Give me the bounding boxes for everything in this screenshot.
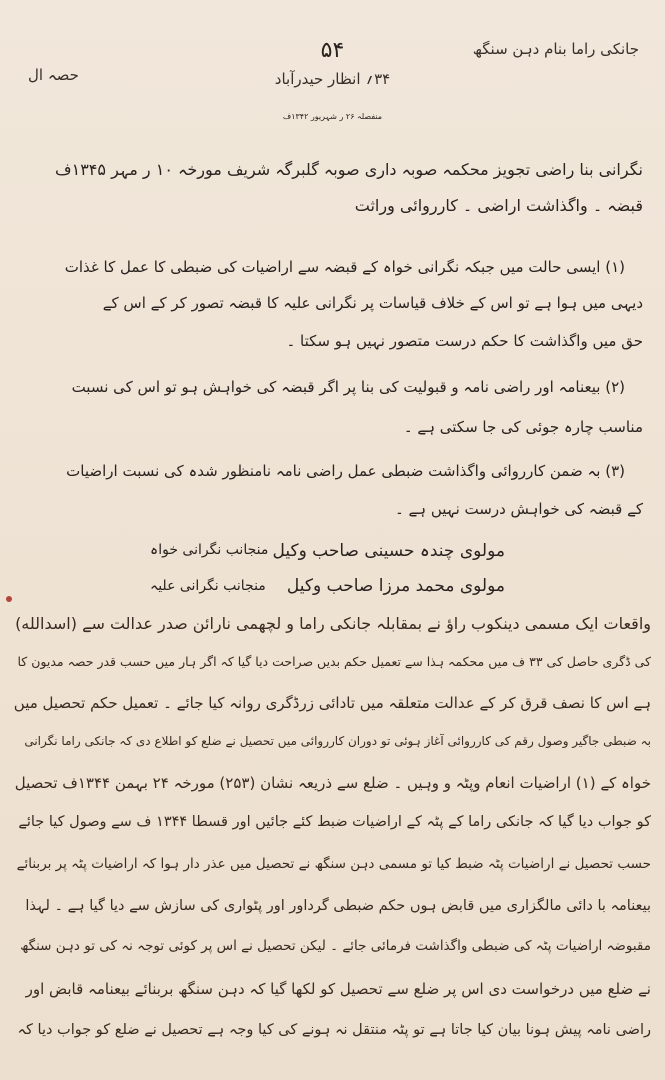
holding-line: (۱) ایسی حالت میں جبکہ نگرانی خواہ کے قبضہ سے اراضیات کی ضبطی کا عمل کا غذات xyxy=(64,258,625,276)
header-center-citation: ۳۴؍ انظار حیدرآباد xyxy=(274,70,391,88)
holding-line: (۲) بیعنامہ اور راضی نامہ و قبولیت کی بنا پر اگر قبضہ کی خواہش ہو تو اس کی نسبت xyxy=(71,378,625,396)
decision-date: منفصلہ ۲۶ ر شہریور ۱۳۴۲ف xyxy=(282,112,383,121)
red-mark xyxy=(6,596,12,602)
facts-line: ہے اس کا نصف قرق کر کے عدالت متعلقہ میں تادائی زرڈگری روانہ کیا جائے ۔ تعمیل حکم تحصیل میں xyxy=(13,694,651,712)
headnote-line-1: نگرانی بنا راضی تجویز محکمہ صوبہ داری صوبہ گلبرگہ شریف مورخہ ۱۰ ر مہر ۱۳۴۵ف xyxy=(55,160,643,179)
facts-line: بیعنامہ با دائی مالگزاری میں قابض ہوں حکم ضبطی گرداور اور پٹواری کی سازش سے دیا گیا ہے ۔ لہذا xyxy=(25,898,651,914)
holding-line: کے قبضہ کی خواہش درست نہیں ہے ۔ xyxy=(394,500,643,518)
facts-line: نے ضلع میں درخواست دی اس پر ضلع سے تحصیل کو لکھا گیا کہ دہن سنگھ بربنائے بیعنامہ قابض اور xyxy=(25,980,651,998)
facts-line: کو جواب دیا گیا کہ جانکی راما کے پٹہ کے اراضیات ضبط کئے جائیں اور قسطا ۱۳۴۴ ف سے وصول کیا جائے xyxy=(18,814,651,830)
holding-line: حق میں واگذاشت کا حکم درست متصور نہیں ہو سکتا ۔ xyxy=(286,332,643,350)
facts-line: واقعات ایک مسمی دینکوب راؤ نے بمقابلہ جانکی راما و لچھمی نارائن صدر عدالت سے (اسدالله) xyxy=(15,614,651,633)
facts-line: مقبوضہ اراضیات پٹہ کی ضبطی واگذاشت فرمائی جائے ۔ لیکن تحصیل نے اس پر کوئی توجہ نہ کی تو دہن سنگھ xyxy=(20,938,651,954)
headnote-line-2: قبضہ ۔ واگذاشت اراضی ۔ کارروائی وراثت xyxy=(354,196,643,215)
counsel-name: مولوی محمد مرزا صاحب وکیل xyxy=(286,576,505,596)
holding-line: دیہی میں ہوا ہے تو اس کے خلاف قیاسات پر نگرانی علیہ کا قبضہ تصور کر کے اس کے xyxy=(102,294,643,312)
counsel-name: مولوی چندہ حسینی صاحب وکیل xyxy=(272,541,505,561)
facts-line: حسب تحصیل نے اراضیات پٹہ ضبط کیا تو مسمی دہن سنگھ نے تحصیل میں عذر دار ہوا کہ اراضیات پٹہ پر بربنائے xyxy=(16,856,651,872)
facts-line: کی ڈگری حاصل کی ۳۳ ف میں محکمہ ہذا سے تعمیل حکم بدیں صراحت دیا گیا کہ اگر ہار میں حسب قدر حصہ مدیون کا xyxy=(17,654,651,669)
counsel-role: منجانب نگرانی علیہ xyxy=(150,578,266,594)
holding-line: مناسب چارہ جوئی کی جا سکتی ہے ۔ xyxy=(403,418,643,436)
holding-line: (۳) بہ ضمن کارروائی واگذاشت ضبطی عمل راضی نامہ نامنظور شدہ کی نسبت اراضیات xyxy=(66,462,625,480)
facts-line: بہ ضبطی جاگیر وصول رقم کی کارروائی آغاز ہوئی تو دوران کارروائی میں تحصیل نے ضلع کو اطلاع دی کہ جانکی راما نگرانی xyxy=(24,734,651,748)
counsel-role: منجانب نگرانی خواہ xyxy=(150,542,269,558)
page-number: ۵۴ xyxy=(320,38,345,63)
facts-line: راضی نامہ پیش ہونا بیان کیا جاتا ہے تو پٹہ منتقل نہ ہونے کی کیا وجہ ہے تحصیل نے ضلع کو جواب دیا کہ xyxy=(17,1022,651,1038)
header-left-part: حصہ ال xyxy=(28,66,79,84)
facts-line: خواہ کے (۱) اراضیات انعام وپٹہ و وہیں ۔ ضلع سے ذریعہ نشان (۲۵۳) مورخہ ۲۴ بہمن ۱۳۴۴ف تحصیل xyxy=(14,774,651,792)
header-right-title: جانکی راما بنام دہن سنگھ xyxy=(472,40,639,58)
